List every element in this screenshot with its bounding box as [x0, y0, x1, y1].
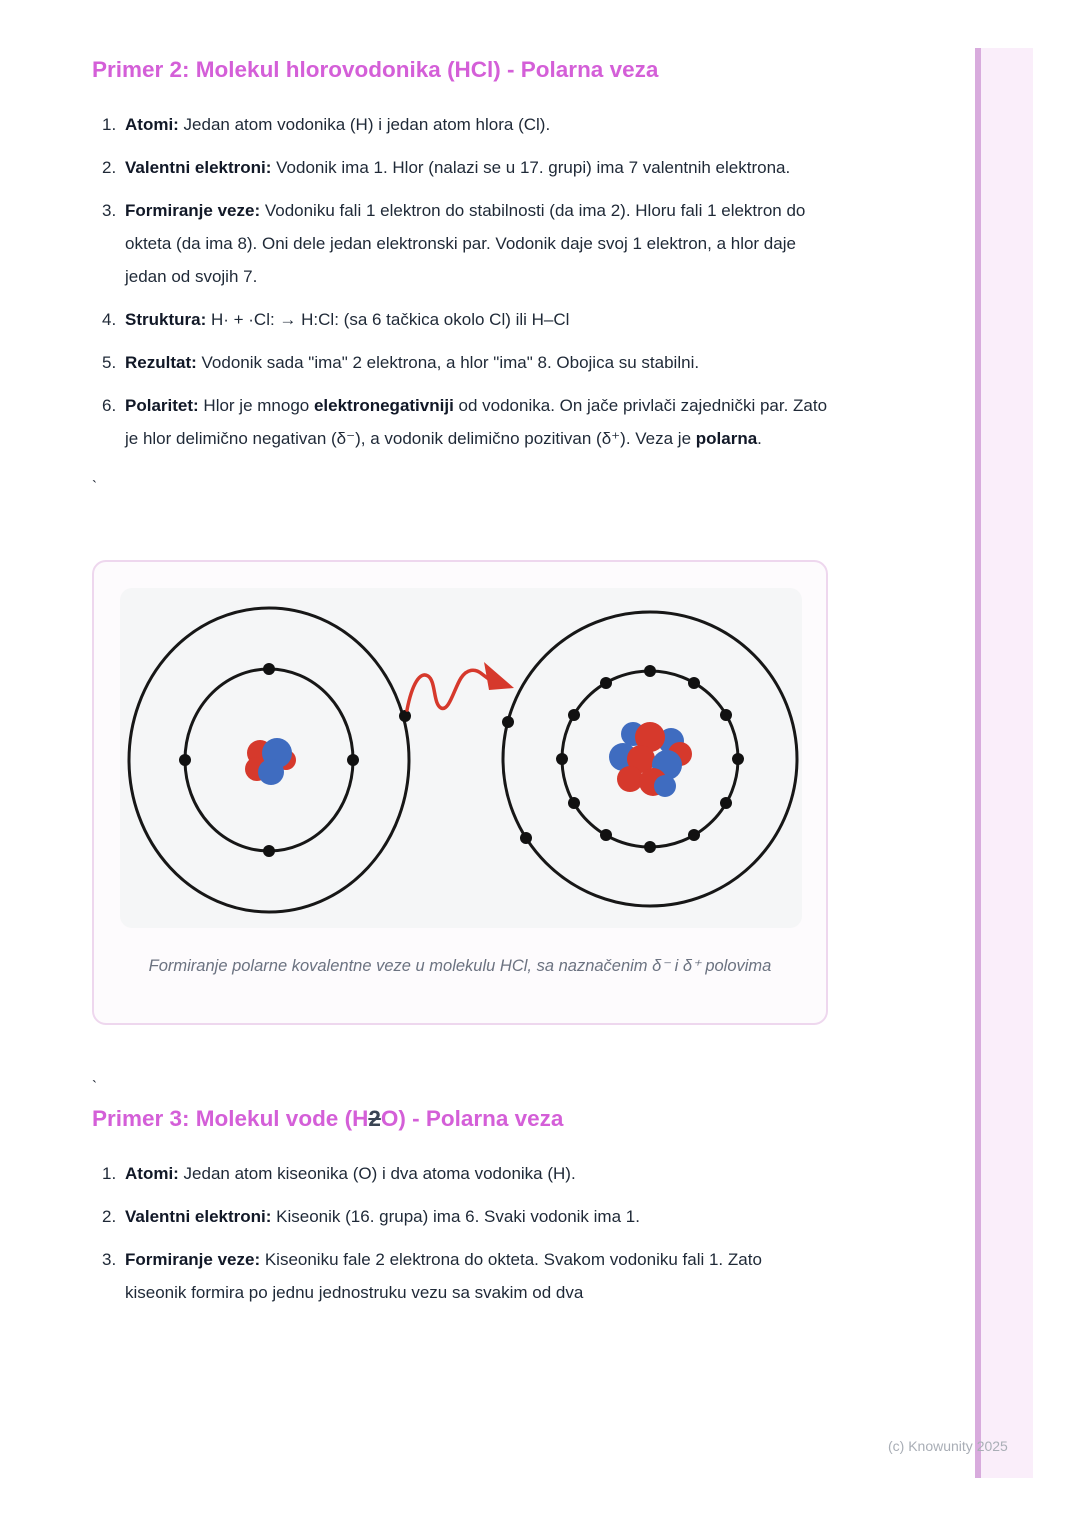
list-item	[92, 389, 828, 455]
item-text: Kiseonik (16. grupa) ima 6. Svaki vodonik ima 1.	[271, 1207, 640, 1226]
electron-dot	[263, 845, 275, 857]
list-item	[92, 346, 828, 379]
list-number: 2.	[102, 158, 117, 177]
item-text: H· + ·Cl: → H:Cl: (sa 6 tačkica okolo Cl) ili H–Cl	[206, 310, 570, 329]
item-label: Valentni elektroni:	[125, 158, 272, 177]
item-text: od vodonika. On jače privlači zajednički par. Zato je hlor delimično negativan (δ⁻), a vodonik delimično pozitivan (δ⁺). Veza je	[125, 396, 828, 448]
item-text: Vodonik ima 1. Hlor (nalazi se u 17. grupi) ima 7 valentnih elektrona.	[271, 158, 791, 177]
electron-dot	[556, 753, 568, 765]
electron-dot	[568, 709, 580, 721]
heading-struck-subscript: 2	[368, 1106, 381, 1131]
electron-dot	[688, 677, 700, 689]
primer2-list	[92, 108, 828, 455]
list-item	[92, 1243, 828, 1309]
electron-dot	[399, 710, 411, 722]
list-item	[92, 1157, 828, 1190]
list-number: 6.	[102, 396, 117, 415]
stray-backtick: `	[92, 1078, 97, 1095]
nucleus	[245, 738, 296, 785]
side-strip-highlight	[981, 48, 1033, 1478]
item-text: Jedan atom kiseonika (O) i dva atoma vodonika (H).	[178, 1164, 576, 1183]
list-number: 4.	[102, 310, 117, 329]
item-text: Kiseoniku fale 2 elektrona do okteta. Svakom vodoniku fali 1. Zato kiseonik formira po jednu jednostruku vezu sa svakim od dva	[125, 1250, 762, 1302]
primer3-heading	[92, 1105, 828, 1133]
list-number: 2.	[102, 1207, 117, 1226]
figure-card	[92, 560, 828, 1025]
figure-caption: Formiranje polarne kovalentne veze u molekulu HCl, sa naznačenim δ⁻ i δ⁺ polovima	[148, 957, 772, 975]
list-number: 3.	[102, 1250, 117, 1269]
item-label: Formiranje veze:	[125, 201, 261, 220]
item-label: Formiranje veze:	[125, 1250, 261, 1269]
primer2-heading: Primer 2: Molekul hlorovodonika (HCl) - Polarna veza	[92, 57, 659, 82]
item-text: Vodoniku fali 1 elektron do stabilnosti (da ima 2). Hloru fali 1 elektron do okteta (da ima 8). Oni dele jedan elektronski par. Vodonik daje svoj 1 elektron, a hlor daje jedan od svojih 7.	[125, 201, 806, 286]
nucleus	[609, 722, 692, 797]
electron-dot	[720, 709, 732, 721]
item-label: Atomi:	[125, 1164, 179, 1183]
heading-text: Primer 3: Molekul vode (H	[92, 1106, 369, 1131]
primer3-list	[92, 1157, 828, 1309]
list-item	[92, 108, 828, 141]
item-label: Rezultat:	[125, 353, 197, 372]
list-number: 3.	[102, 201, 117, 220]
list-number: 1.	[102, 115, 117, 134]
electron-dot	[732, 753, 744, 765]
item-text: Jedan atom vodonika (H) i jedan atom hlora (Cl).	[178, 115, 551, 134]
list-item	[92, 194, 828, 293]
electron-dot	[644, 665, 656, 677]
electron-dot	[600, 829, 612, 841]
bohr-model-illustration	[120, 588, 802, 928]
electron-dot	[720, 797, 732, 809]
electron-dot	[600, 677, 612, 689]
electron-dot	[520, 832, 532, 844]
stray-backtick: `	[92, 478, 97, 495]
item-label: Atomi:	[125, 115, 179, 134]
item-text: .	[757, 429, 762, 448]
electron-dot	[688, 829, 700, 841]
document-page	[92, 48, 828, 1319]
copyright-watermark: (c) Knowunity 2025	[888, 1438, 1008, 1454]
electron-dot	[568, 797, 580, 809]
hydrogen-atom	[129, 608, 411, 912]
electron-dot	[263, 663, 275, 675]
list-item	[92, 151, 828, 184]
item-label: Struktura:	[125, 310, 207, 329]
item-label: Polaritet:	[125, 396, 199, 415]
list-number: 1.	[102, 1164, 117, 1183]
side-strip-line	[975, 48, 981, 1478]
item-bold-text: polarna	[695, 429, 758, 448]
hcl-bond-diagram	[120, 588, 802, 928]
electron-dot	[347, 754, 359, 766]
chlorine-atom	[502, 612, 797, 906]
list-number: 5.	[102, 353, 117, 372]
list-item	[92, 303, 828, 336]
item-text: Vodonik sada "ima" 2 elektrona, a hlor "ima" 8. Obojica su stabilni.	[196, 353, 700, 372]
item-text: Hlor je mnogo	[198, 396, 314, 415]
item-bold-text: elektronegativniji	[313, 396, 454, 415]
electron-dot	[502, 716, 514, 728]
list-item	[92, 1200, 828, 1233]
heading-text: O) - Polarna veza	[380, 1106, 564, 1131]
electron-dot	[644, 841, 656, 853]
electron-transfer-arrow	[407, 662, 514, 710]
electron-dot	[179, 754, 191, 766]
item-label: Valentni elektroni:	[125, 1207, 272, 1226]
